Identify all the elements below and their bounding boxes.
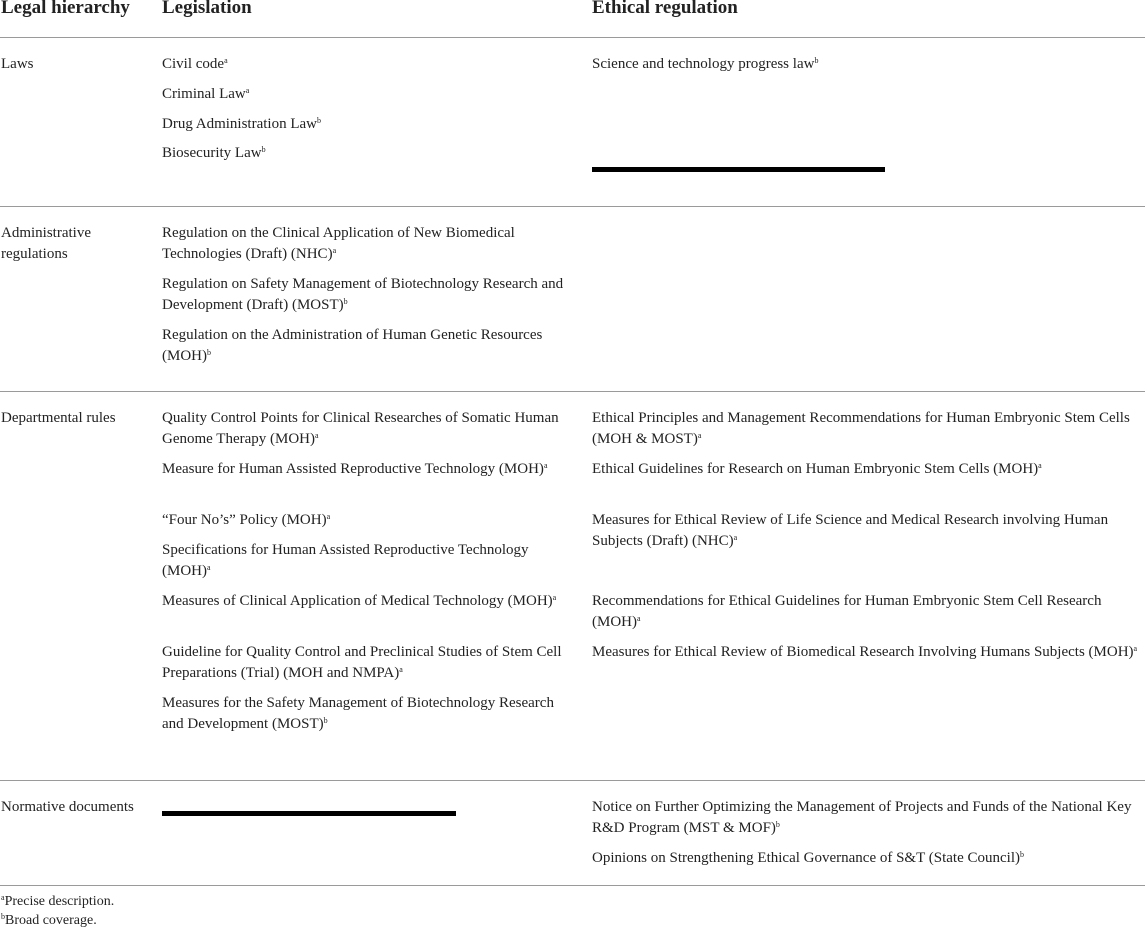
header-rule xyxy=(0,37,1145,38)
category-normative-documents: Normative documents xyxy=(1,799,134,815)
row-rule xyxy=(0,206,1145,207)
ethical-item: Opinions on Strengthening Ethical Governance of S&T (State Council)$^b$ xyxy=(592,850,1024,866)
legislation-item: Measure for Human Assisted Reproductive Technology (MOH)$^a$ xyxy=(162,461,548,477)
footnote-b: $^b$Broad coverage. xyxy=(1,912,97,928)
ethical-item: Ethical Principles and Management Recommendations for Human Embryonic Stem Cells (MOH & MOST)$^a$ xyxy=(592,410,1130,447)
category-departmental-rules: Departmental rules xyxy=(1,410,116,426)
legislation-item: Guideline for Quality Control and Preclinical Studies of Stem Cell Preparations (Trial) (MOH and NMPA)$^a$ xyxy=(162,644,562,681)
row-rule xyxy=(0,780,1145,781)
legislation-item: Drug Administration Law$^b$ xyxy=(162,116,321,132)
empty-cell-dash xyxy=(162,811,456,816)
ethical-item: Measures for Ethical Review of Life Science and Medical Research involving Human Subjects (Draft) (NHC)$^a$ xyxy=(592,512,1109,549)
legislation-item: Biosecurity Law$^b$ xyxy=(162,145,266,161)
category-laws: Laws xyxy=(1,56,34,72)
ethical-item: Notice on Further Optimizing the Management of Projects and Funds of the National Key R&D Program (MST & MOF)$^b$ xyxy=(592,799,1132,836)
legislation-item: Measures for the Safety Management of Biotechnology Research and Development (MOST)$^b$ xyxy=(162,695,554,732)
ethical-item: Measures for Ethical Review of Biomedical Research Involving Humans Subjects (MOH)$^a$ xyxy=(592,644,1138,660)
legislation-item: Criminal Law$^a$ xyxy=(162,86,250,102)
legislation-item: Quality Control Points for Clinical Researches of Somatic Human Genome Therapy (MOH)$^a$ xyxy=(162,410,559,447)
footnote-a: $^a$Precise description. xyxy=(1,893,115,909)
ethical-item: Science and technology progress law$^b$ xyxy=(592,56,819,72)
row-rule xyxy=(0,391,1145,392)
ethical-item: Ethical Guidelines for Research on Human Embryonic Stem Cells (MOH)$^a$ xyxy=(592,461,1042,477)
empty-cell-dash xyxy=(592,167,885,172)
legislation-item: Regulation on Safety Management of Biotechnology Research and Development (Draft) (MOST)$^b$ xyxy=(162,276,564,313)
table-bottom-rule xyxy=(0,885,1145,886)
header-ethical-regulation: Ethical regulation xyxy=(592,0,738,18)
ethical-item: Recommendations for Ethical Guidelines for Human Embryonic Stem Cell Research (MOH)$^a$ xyxy=(592,593,1102,630)
legislation-item: Civil code$^a$ xyxy=(162,56,228,72)
header-legal-hierarchy: Legal hierarchy xyxy=(1,0,130,18)
legislation-item: Regulation on the Clinical Application of New Biomedical Technologies (Draft) (NHC)$^a$ xyxy=(162,225,515,262)
legislation-item: Regulation on the Administration of Human Genetic Resources (MOH)$^b$ xyxy=(162,327,543,364)
legislation-item: “Four No’s” Policy (MOH)$^a$ xyxy=(162,512,331,528)
category-administrative-regulations: Administrative regulations xyxy=(1,225,91,262)
header-legislation: Legislation xyxy=(162,0,252,18)
legislation-item: Specifications for Human Assisted Reproductive Technology (MOH)$^a$ xyxy=(162,542,529,579)
legislation-item: Measures of Clinical Application of Medical Technology (MOH)$^a$ xyxy=(162,593,557,609)
